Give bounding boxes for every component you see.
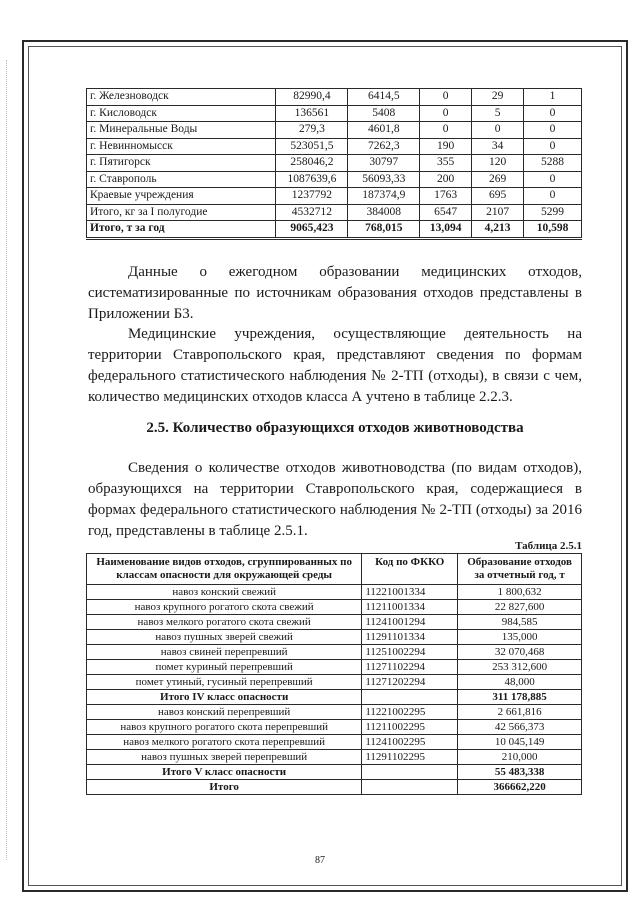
row-label: г. Невинномысск [87,138,276,155]
fkko-code-cell: 11211001334 [362,600,458,615]
scan-margin-artifact [6,60,9,860]
table-cell: 5288 [524,155,582,172]
fkko-code-cell: 11291102295 [362,750,458,765]
table-cell: 384008 [348,204,420,221]
amount-cell: 210,000 [458,750,582,765]
row-label: г. Кисловодск [87,105,276,122]
table-cell: 0 [524,171,582,188]
waste-name-cell: навоз крупного рогатого скота свежий [87,600,362,615]
table-cell: 4532712 [276,204,348,221]
table-total-row [87,780,582,795]
section-heading: 2.5. Количество образующихся отходов животноводства [146,420,524,436]
table-cell: 6414,5 [348,89,420,106]
table-cell: 7262,3 [348,138,420,155]
table-row [87,630,582,645]
table-row [87,720,582,735]
table-row [87,675,582,690]
table-row [87,660,582,675]
table-cell: 258046,2 [276,155,348,172]
table-cell: 187374,9 [348,188,420,205]
amount-cell: 2 661,816 [458,705,582,720]
paragraph-medical-institutions: Медицинские учреждения, осуществляющие деятельность на территории Ставропольского края, представляют сведения по формам федерального статистического наблюдения № 2-ТП (отходы), в связи с чем, количество медицинских отходов класса А учтено в таблице 2.2.3. [88,326,582,405]
table-row [87,645,582,660]
table-cell: 0 [524,188,582,205]
table-cell: 5408 [348,105,420,122]
amount-cell: 984,585 [458,615,582,630]
paragraph-livestock-waste: Сведения о количестве отходов животноводства (по видам отходов), образующихся на территории Ставропольского края, содержащиеся в формах федерального статистического наблюдения № 2-ТП (отходы) за 2016 год, представлены в таблице 2.5.1. [88,460,582,539]
table-cell: 120 [472,155,524,172]
table-cell: 0 [524,105,582,122]
waste-name-cell: Итого V класс опасности [87,765,362,780]
table-header-row [87,554,582,585]
table-caption: Таблица 2.5.1 [515,540,582,552]
table-cell: 4601,8 [348,122,420,139]
row-label: г. Железноводск [87,89,276,106]
table-row [87,204,582,221]
row-label: г. Пятигорск [87,155,276,172]
table-row [87,171,582,188]
table-cell: 1 [524,89,582,106]
table-cell: 1237792 [276,188,348,205]
table-row [87,155,582,172]
amount-cell: 135,000 [458,630,582,645]
row-label: Итого, т за год [87,221,276,239]
fkko-code-cell: 11211002295 [362,720,458,735]
table-row [87,585,582,600]
table-cell: 82990,4 [276,89,348,106]
table-cell: 136561 [276,105,348,122]
fkko-code-cell [362,780,458,795]
table-row [87,615,582,630]
header-waste-name: Наименование видов отходов, сгруппированных по классам опасности для окружающей среды [87,554,362,585]
table-cell: 0 [420,122,472,139]
fkko-code-cell: 11251002294 [362,645,458,660]
table-cell: 523051,5 [276,138,348,155]
table-cell: 695 [472,188,524,205]
table-row [87,105,582,122]
table-cell: 0 [524,138,582,155]
table-cell: 9065,423 [276,221,348,239]
table-cell: 5 [472,105,524,122]
table-cell: 190 [420,138,472,155]
table-cell: 6547 [420,204,472,221]
waste-name-cell: помет куриный перепревший [87,660,362,675]
fkko-code-cell: 11221002295 [362,705,458,720]
table-cell: 30797 [348,155,420,172]
livestock-waste-table [86,553,582,795]
table-cell: 5299 [524,204,582,221]
amount-cell: 32 070,468 [458,645,582,660]
table-total-row [87,690,582,705]
fkko-code-cell: 11271202294 [362,675,458,690]
table-row [87,122,582,139]
table-cell: 768,015 [348,221,420,239]
table-cell: 0 [472,122,524,139]
fkko-code-cell [362,765,458,780]
table-row [87,735,582,750]
table-cell: 10,598 [524,221,582,239]
table-cell: 355 [420,155,472,172]
table-cell: 2107 [472,204,524,221]
waste-name-cell: Итого IV класс опасности [87,690,362,705]
waste-name-cell: навоз конский перепревший [87,705,362,720]
table-total-row [87,765,582,780]
amount-cell: 42 566,373 [458,720,582,735]
waste-name-cell: навоз мелкого рогатого скота свежий [87,615,362,630]
amount-cell: 48,000 [458,675,582,690]
table-cell: 279,3 [276,122,348,139]
fkko-code-cell: 11241001294 [362,615,458,630]
table-row [87,705,582,720]
header-amount: Образование отходов за отчетный год, т [458,554,582,585]
table-row [87,188,582,205]
row-label: г. Ставрополь [87,171,276,188]
fkko-code-cell: 11271102294 [362,660,458,675]
amount-cell: 1 800,632 [458,585,582,600]
table-cell: 56093,33 [348,171,420,188]
fkko-code-cell [362,690,458,705]
header-fkko-code: Код по ФККО [362,554,458,585]
table-row [87,750,582,765]
amount-cell: 10 045,149 [458,735,582,750]
table-cell: 34 [472,138,524,155]
table-row [87,89,582,106]
fkko-code-cell: 11291101334 [362,630,458,645]
waste-name-cell: Итого [87,780,362,795]
medical-waste-table [86,88,582,240]
table-total-row [87,221,582,239]
amount-cell: 366662,220 [458,780,582,795]
waste-name-cell: навоз конский свежий [87,585,362,600]
row-label: г. Минеральные Воды [87,122,276,139]
table-row [87,138,582,155]
amount-cell: 55 483,338 [458,765,582,780]
table-row [87,600,582,615]
waste-name-cell: навоз пушных зверей перепревший [87,750,362,765]
waste-name-cell: навоз крупного рогатого скота перепревший [87,720,362,735]
paragraph-appendix-reference: Данные о ежегодном образовании медицинских отходов, систематизированные по источникам образования отходов представлены в Приложении Б3. [88,264,582,322]
table-cell: 0 [420,89,472,106]
table-cell: 0 [420,105,472,122]
amount-cell: 253 312,600 [458,660,582,675]
fkko-code-cell: 11241002295 [362,735,458,750]
amount-cell: 22 827,600 [458,600,582,615]
waste-name-cell: навоз свиней перепревший [87,645,362,660]
page-number: 87 [315,855,325,866]
waste-name-cell: помет утиный, гусиный перепревший [87,675,362,690]
table-cell: 1763 [420,188,472,205]
table-cell: 13,094 [420,221,472,239]
table-cell: 29 [472,89,524,106]
table-cell: 1087639,6 [276,171,348,188]
amount-cell: 311 178,885 [458,690,582,705]
table-cell: 4,213 [472,221,524,239]
table-cell: 200 [420,171,472,188]
waste-name-cell: навоз пушных зверей свежий [87,630,362,645]
row-label: Краевые учреждения [87,188,276,205]
row-label: Итого, кг за I полугодие [87,204,276,221]
waste-name-cell: навоз мелкого рогатого скота перепревший [87,735,362,750]
table-cell: 0 [524,122,582,139]
table-cell: 269 [472,171,524,188]
fkko-code-cell: 11221001334 [362,585,458,600]
